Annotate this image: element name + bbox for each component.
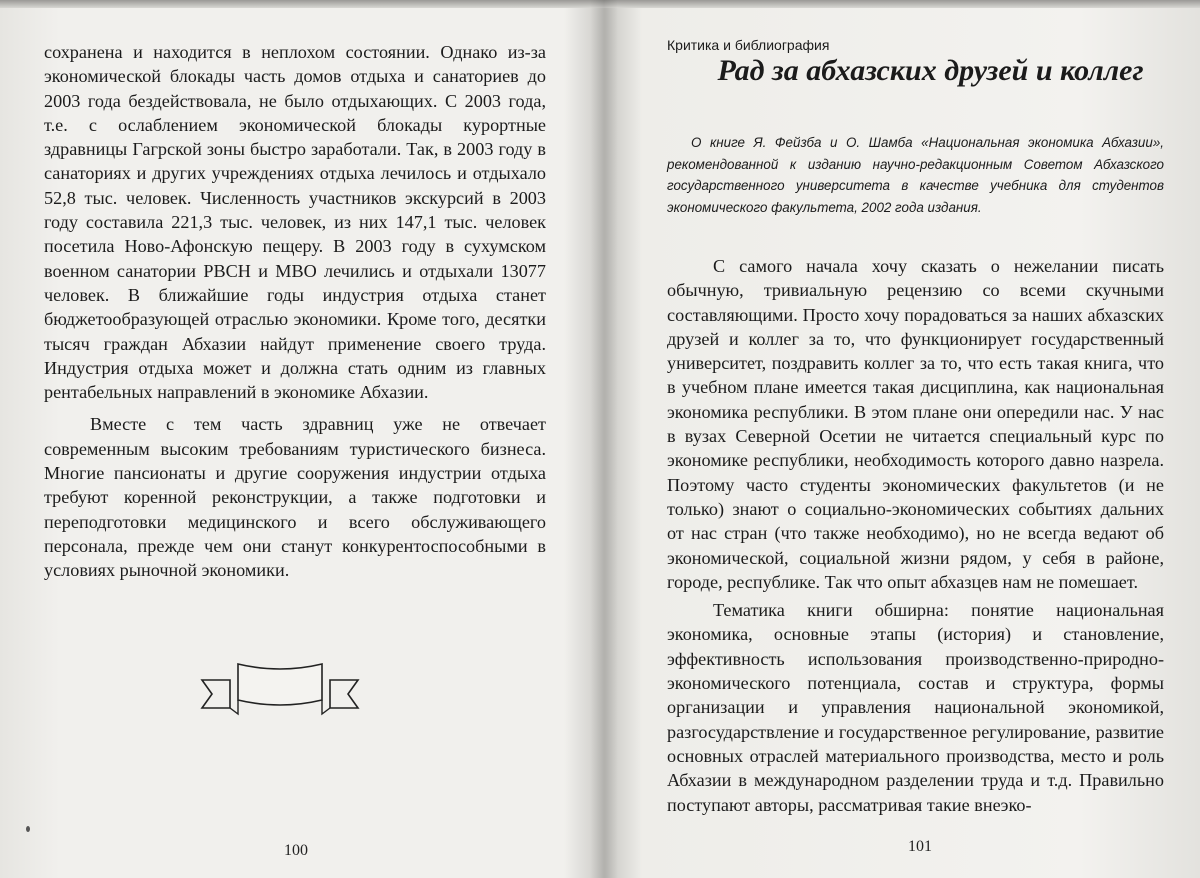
spine-shadow: [590, 0, 618, 878]
right-page: [667, 36, 1164, 817]
left-page: [44, 40, 546, 583]
scan-speck: [26, 826, 30, 832]
left-paragraph-2: Вместе с тем часть здравниц уже не отвечает современным высоким требованиям туристического бизнеса. Многие пансионаты и другие сооружения индустрии отдыха требуют коренной реконструкции, а также подготовки и переподготовки медицинского и всего обслуживающего персонала, прежде чем они станут конкурентоспособными в условиях рыночной экономики.: [44, 414, 546, 581]
article-title: Рад за абхазских друзей и коллег: [717, 54, 1144, 87]
page-number-right: 101: [908, 838, 932, 855]
right-paragraph-2: Тематика книги обширна: понятие национальная экономика, основные этапы (история) и становление, эффективность использования производственно-природно-экономического потенциала, состав и структура, формы организации и управления национальной экономикой, разгосударствление и государственное регулирование, развитие основных отраслей материального производства, место и роль Абхазии в международном разделении труда и т.д. Правильно поступают авторы, рассматривая такие внеэко-: [667, 600, 1164, 815]
running-head: Критика и библиография: [667, 37, 830, 53]
right-paragraph-1: С самого начала хочу сказать о нежелании писать обычную, тривиальную рецензию со всеми скучными составляющими. Просто хочу порадоваться за наших абхазских друзей и коллег за то, что функционирует государственный университет, поздравить коллег за то, что есть такая книга, что в учебном плане имеется такая дисциплина, как национальная экономика республики. В этом плане они опередили нас. У нас в вузах Северной Осетии не читается специальный курс по экономике республики, необходимость которого давно назрела. Поэтому часто студенты экономических факультетов (и не только) знают о социально-экономических событиях дальних от нас стран (что также необходимо), но не всегда ведают об экономической, социальной жизни рядом, у себя в районе, городе, республике. Так что опыт абхазцев нам не помешает.: [667, 256, 1164, 592]
ribbon-banner-icon: [200, 660, 360, 716]
left-paragraph-1: сохранена и находится в неплохом состоянии. Однако из-за экономической блокады часть домов отдыха и санаториев до 2003 года бездействовала, не было отдыхающих. С 2003 года, т.е. с ослаблением экономической блокады курортные здравницы Гагрской зоны быстро заработали. Так, в 2003 году в санаториях и других учреждениях отдыха лечилось и отдыхало 52,8 тыс. человек. Численность участников экскурсий в 2003 году составила 221,3 тыс. человек, из них 147,1 тыс. человек посетила Ново-Афонскую пещеру. В 2003 году в сухумском военном санатории РВСН и МВО лечились и отдыхали 13077 человек. В ближайшие годы индустрия отдыха станет бюджетообразующей отраслью экономики. Кроме того, десятки тысяч граждан Абхазии найдут применение своего труда. Индустрия отдыха может и должна стать одним из главных рентабельных направлений в экономике Абхазии.: [44, 42, 546, 403]
article-lead: О книге Я. Фейзба и О. Шамба «Национальная экономика Абхазии», рекомендованной к изданию научно-редакционным Советом Абхазского государственного университета в качестве учебника для студентов экономического факультета, 2002 года издания.: [667, 135, 1164, 215]
page-number-left: 100: [284, 842, 308, 859]
